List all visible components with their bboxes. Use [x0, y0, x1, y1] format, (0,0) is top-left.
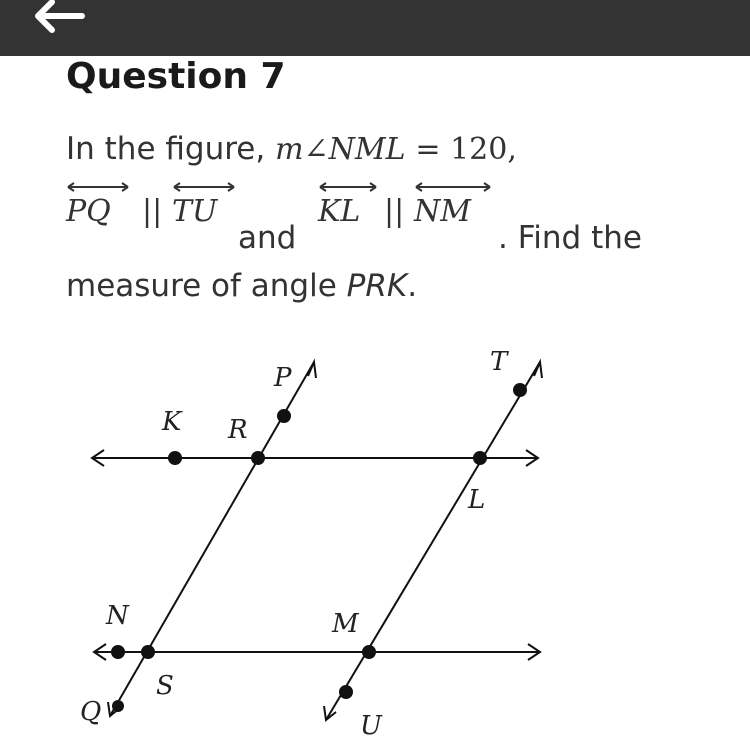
- line-symbol-pq-icon: [66, 180, 130, 194]
- line-kl: KL: [318, 194, 361, 229]
- angle-name: PRK: [346, 268, 408, 304]
- line-nm-drawing: [94, 644, 540, 660]
- point-u: [339, 685, 353, 699]
- question-intro: In the figure,: [66, 131, 266, 167]
- line-pq: PQ: [66, 194, 111, 229]
- parallel-symbol-2: ||: [384, 194, 405, 229]
- angle-value: = 120,: [415, 132, 517, 167]
- line-symbol-nm-icon: [414, 180, 492, 194]
- point-r: [251, 451, 265, 465]
- point-n: [111, 645, 125, 659]
- label-l: L: [468, 485, 486, 515]
- question-line-1: [66, 128, 706, 171]
- and-text: and: [238, 220, 297, 256]
- line-tu-drawing: [324, 362, 542, 720]
- find-text: . Find the: [498, 220, 642, 256]
- point-p: [277, 409, 291, 423]
- label-u: U: [360, 711, 382, 741]
- label-s: S: [156, 671, 174, 701]
- point-s: [141, 645, 155, 659]
- back-button[interactable]: [30, 0, 86, 34]
- label-r: R: [228, 415, 248, 445]
- label-n: N: [106, 601, 129, 631]
- label-k: K: [162, 407, 182, 437]
- angle-expression: m∠NML: [275, 132, 406, 167]
- point-t: [513, 383, 527, 397]
- point-l: [473, 451, 487, 465]
- point-q: [112, 700, 124, 712]
- question-line-3: [66, 268, 417, 304]
- line-symbol-tu-icon: [172, 180, 236, 194]
- point-k: [168, 451, 182, 465]
- question-title: Question 7: [66, 56, 286, 97]
- point-m: [362, 645, 376, 659]
- back-arrow-icon: [30, 0, 86, 34]
- label-q: Q: [80, 697, 102, 727]
- line-symbol-kl-icon: [318, 180, 378, 194]
- label-m: M: [332, 609, 359, 639]
- geometry-figure: [0, 330, 750, 750]
- line-kl-drawing: [92, 450, 538, 466]
- parallel-symbol-1: ||: [142, 194, 163, 229]
- line-tu: TU: [172, 194, 218, 229]
- line-nm: NM: [414, 194, 471, 229]
- top-navigation-bar: [0, 0, 750, 56]
- measure-text: measure of angle: [66, 268, 337, 304]
- label-t: T: [490, 347, 508, 377]
- label-p: P: [274, 363, 292, 393]
- period-text: .: [407, 268, 418, 304]
